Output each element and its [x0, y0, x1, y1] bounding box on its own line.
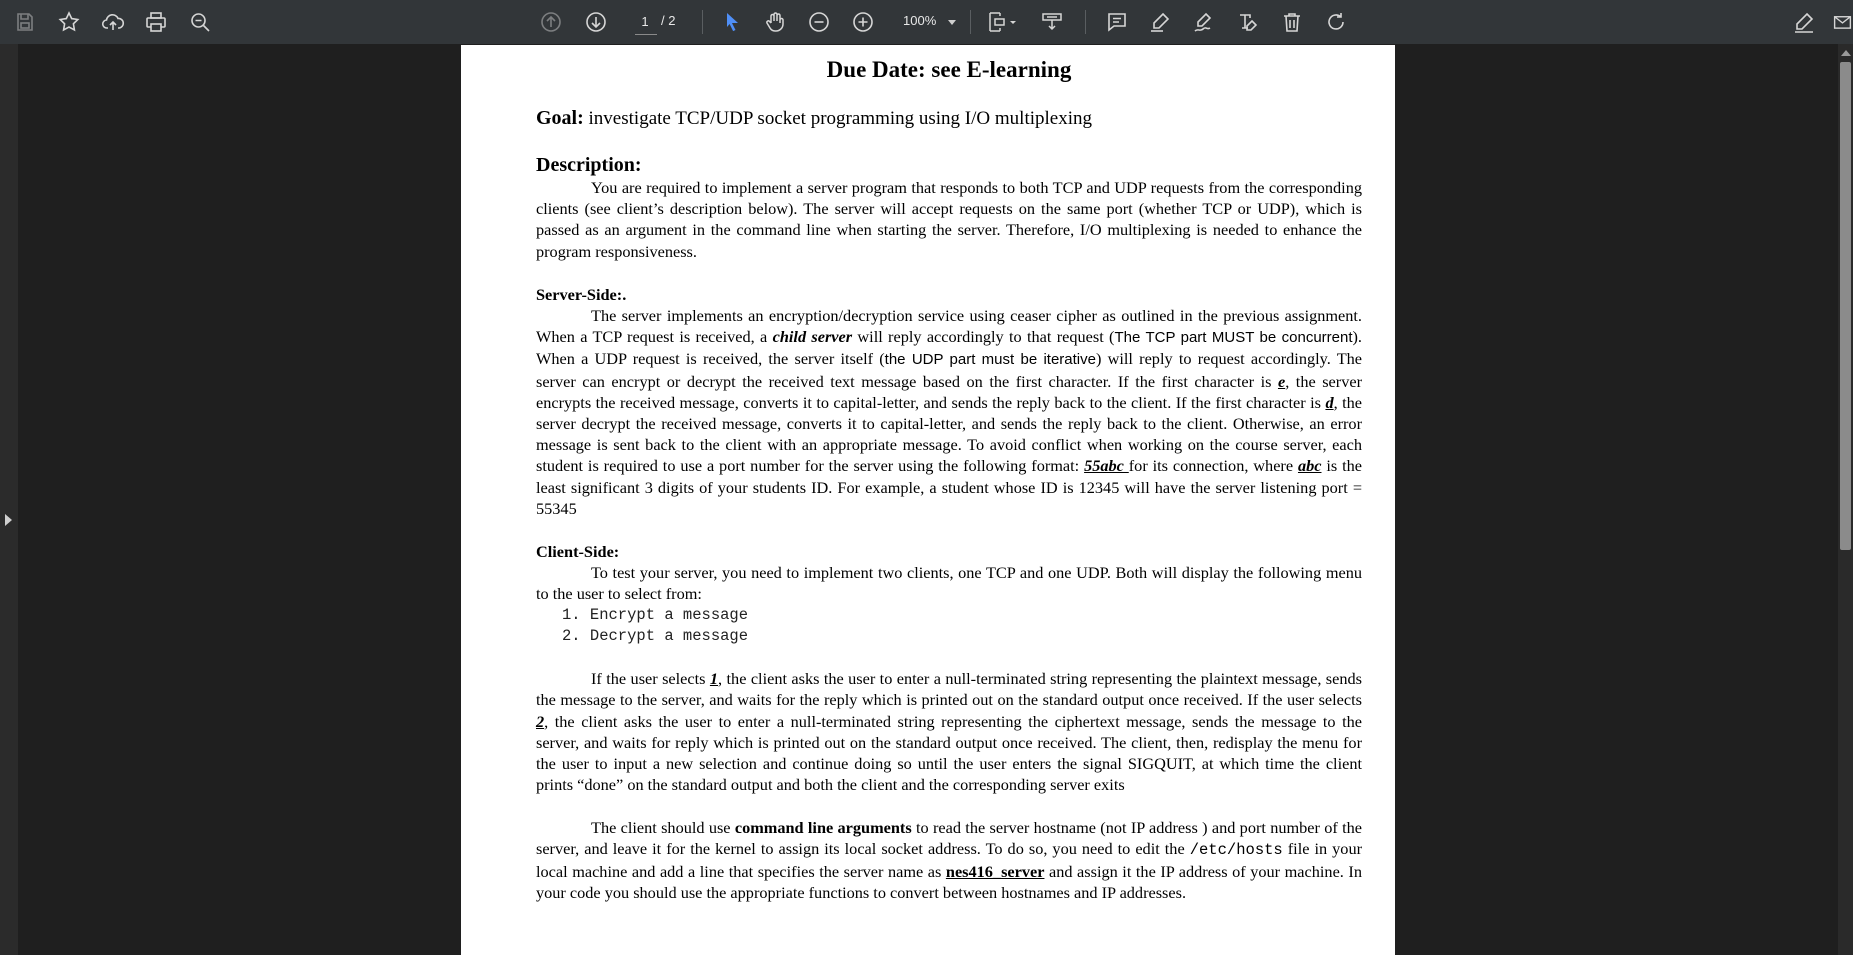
vertical-scrollbar[interactable]	[1838, 44, 1853, 955]
client-text: file in your local machine and add a line that specifies the server name as	[536, 838, 1363, 882]
encrypt-char: e	[1277, 371, 1286, 391]
draw-signature-icon[interactable]	[1189, 7, 1219, 37]
selection-one: 1	[709, 669, 719, 689]
scroll-up-arrow-icon[interactable]	[1841, 50, 1851, 56]
client-text: , the client asks the user to enter a null-terminated string representing the ciphertext message, sends the message to the server, and waits for reply which is printed out on the standard output once received. The client, then, redisplay the menu for the user to input a new selection and continue doing so until the user enters the signal SIGQUIT, at which time the client prints “done” on the standard output and both the client and the corresponding server exits	[536, 711, 1362, 795]
server-text: , the server encrypts the received message, converts it to capital-letter, and sends the reply back to the client. If the first character is	[536, 371, 1362, 412]
bookmark-star-icon[interactable]	[54, 7, 84, 37]
toolbar-separator	[1085, 10, 1086, 34]
page-total: / 2	[661, 13, 676, 28]
goal-label: Goal:	[536, 107, 584, 129]
goal-text: investigate TCP/UDP socket programming using I/O multiplexing	[583, 108, 1092, 129]
previous-page-icon[interactable]	[536, 7, 566, 37]
goal-line	[536, 106, 1362, 131]
page-fit-icon[interactable]	[982, 7, 1022, 37]
delete-trash-icon[interactable]	[1277, 7, 1307, 37]
share-mail-icon[interactable]	[1832, 7, 1853, 37]
client-args-paragraph	[536, 817, 1362, 904]
server-name-term: nes416_server	[945, 862, 1045, 882]
edit-text-icon[interactable]	[1233, 7, 1263, 37]
zoom-level-dropdown[interactable]	[895, 8, 959, 36]
print-icon[interactable]	[141, 7, 171, 37]
zoom-out-icon[interactable]	[804, 7, 834, 37]
udp-iterative-note: the UDP part must be iterative	[884, 351, 1096, 369]
save-icon[interactable]	[10, 7, 40, 37]
scrollbar-thumb[interactable]	[1840, 62, 1851, 550]
left-side-panel	[0, 44, 18, 955]
port-format: 55abc	[1084, 456, 1129, 476]
hand-pan-icon[interactable]	[760, 7, 790, 37]
server-side-paragraph	[536, 305, 1362, 519]
toolbar-separator	[970, 10, 971, 34]
description-text: You are required to implement a server program that responds to both TCP and UDP requests from the corresponding clients (see client’s description below). The server will accept requests on the same port (whether TCP or UDP), which is passed as an argument in the command line when starting the server. Therefore, I/O multiplexing is needed to enhance the program responsiveness.	[536, 178, 1362, 261]
description-heading: Description:	[536, 154, 642, 176]
description-paragraph	[536, 177, 1362, 262]
server-text: for its connection, where	[1128, 456, 1298, 476]
menu-item-decrypt: 2. Decrypt a message	[562, 626, 749, 645]
client-text: The client should use	[591, 817, 735, 837]
chevron-down-icon	[948, 20, 956, 25]
client-intro-paragraph	[536, 562, 1362, 604]
server-text: ) will reply to request accordingly. The server can encrypt or decrypt the received text message based on the first character. If the first character is	[536, 349, 1363, 391]
pdf-page	[461, 45, 1395, 955]
client-side-heading: Client-Side:	[536, 542, 620, 562]
page-view-icon[interactable]	[1037, 7, 1067, 37]
server-text: The server implements an encryption/decryption service using ceaser cipher as outlined in the previous assignment. When a TCP request is received, a	[536, 306, 1362, 347]
zoom-level-value: 100%	[903, 13, 937, 28]
document-title: Due Date: see E-learning	[826, 57, 1072, 82]
server-text: is the least significant 3 digits of your students ID. For example, a student whose ID is 12345 will have the server listening port = 55345	[536, 456, 1363, 518]
server-side-heading: Server-Side:.	[536, 284, 627, 304]
select-cursor-icon[interactable]	[717, 7, 747, 37]
client-text: and assign it the IP address of your machine. In your code you should use the appropriate functions to convert between hostnames and IP addresses.	[536, 862, 1362, 903]
page-number-input[interactable]	[633, 11, 657, 31]
page-input-underline	[635, 34, 657, 35]
client-intro-text: To test your server, you need to implement two clients, one TCP and one UDP. Both will display the following menu to the user to select from:	[536, 563, 1362, 604]
highlight-pen-icon[interactable]	[1145, 7, 1175, 37]
menu-item-encrypt: 1. Encrypt a message	[562, 605, 749, 624]
toolbar-separator	[702, 10, 703, 34]
cloud-upload-icon[interactable]	[98, 7, 128, 37]
comment-icon[interactable]	[1102, 7, 1132, 37]
client-menu-list	[562, 605, 1362, 647]
decrypt-char: d	[1325, 392, 1334, 412]
server-text: will reply accordingly to that request (	[852, 327, 1115, 347]
client-text: to read the server hostname (not IP address ) and port number of the server, and leave it for the kernel to assign its local socket address. To do so, you need to edit the	[536, 817, 1363, 858]
tcp-concurrent-note: The TCP part MUST be concurrent	[1114, 329, 1353, 347]
sign-pen-icon[interactable]	[1789, 7, 1819, 37]
client-text: If the user selects	[591, 669, 710, 689]
page-content	[536, 45, 1362, 903]
child-server-term: child server	[772, 327, 853, 347]
rotate-redo-icon[interactable]	[1321, 7, 1351, 37]
abc-term: abc	[1297, 456, 1322, 476]
zoom-search-icon[interactable]	[185, 7, 215, 37]
page-number-box	[627, 8, 687, 36]
hosts-file-path: /etc/hosts	[1189, 840, 1283, 859]
client-text: , the client asks the user to enter a null-terminated string representing the plaintext message, sends the message to the server, and waits for the reply which is printed out on the standard output once received. If the user selects	[536, 669, 1362, 710]
pdf-toolbar	[0, 0, 1853, 44]
command-line-arguments-term: command line arguments	[734, 817, 912, 837]
zoom-in-icon[interactable]	[848, 7, 878, 37]
next-page-icon[interactable]	[581, 7, 611, 37]
server-text: ). When a UDP request is received, the server itself (	[536, 327, 1362, 369]
server-text: , the server decrypt the received message, converts it to capital-letter, and sends the reply back to the client. Otherwise, an error message is sent back to the client with an appropriate message. To avoid conflict when working on the course server, each student is required to use a port number for the server using the following format:	[536, 392, 1363, 476]
expand-panel-arrow-icon[interactable]	[5, 514, 12, 526]
client-selection-paragraph	[536, 668, 1362, 795]
selection-two: 2	[536, 711, 545, 731]
